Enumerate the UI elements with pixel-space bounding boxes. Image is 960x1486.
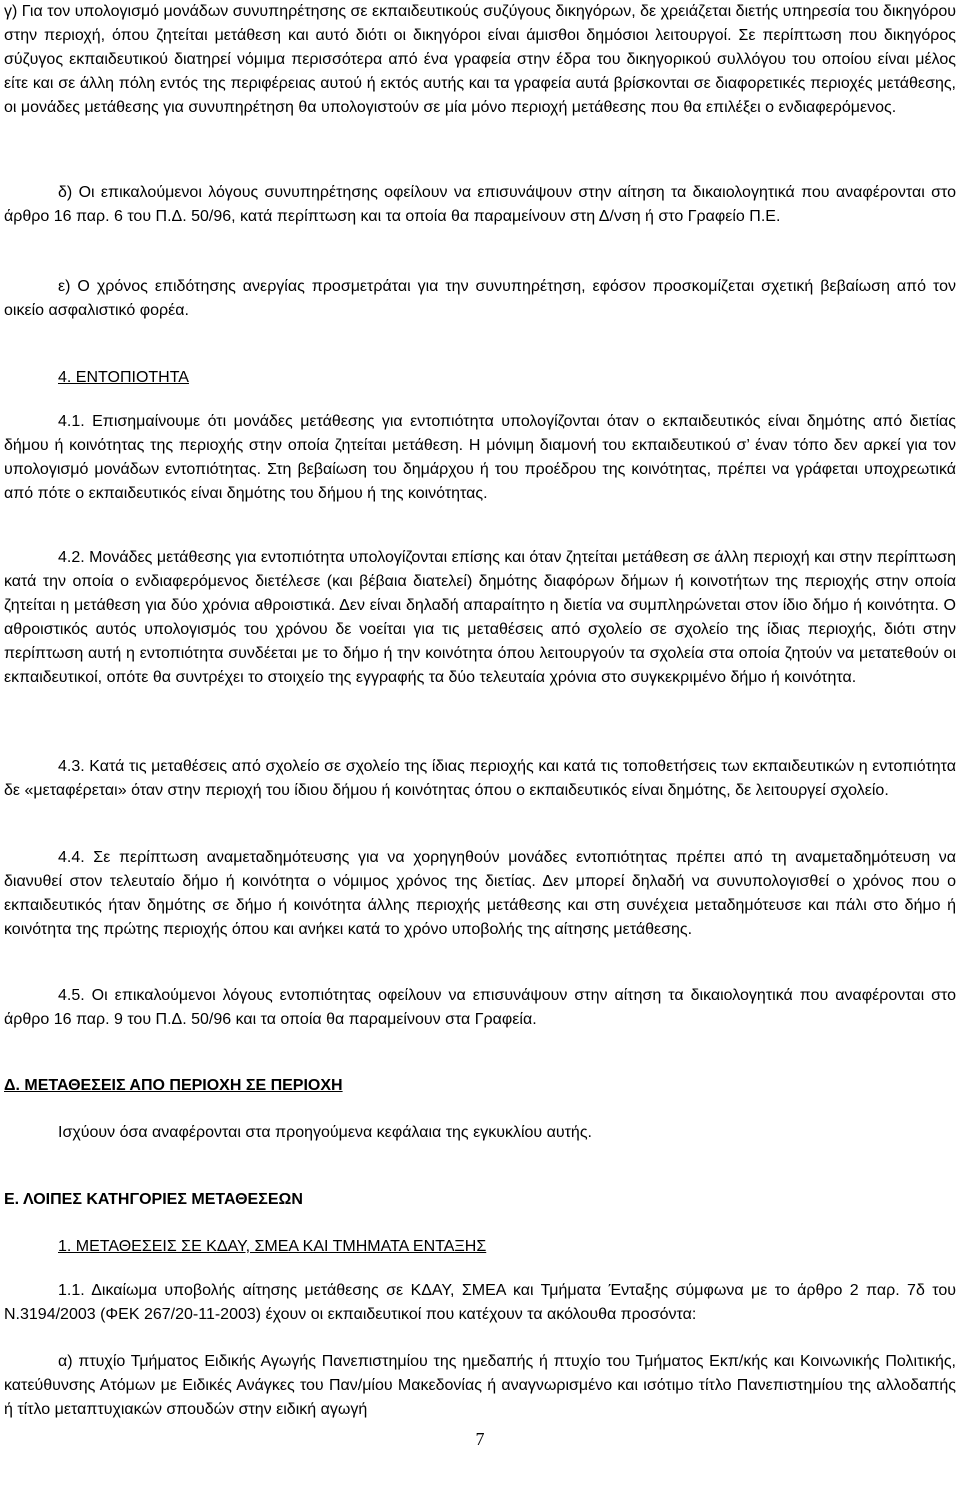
paragraph-alpha: α) πτυχίο Τμήματος Ειδικής Αγωγής Πανεπιστημίου της ημεδαπής ή πτυχίο του Τμήματος Εκπ/κής και Κοινωνικής Πολιτικής, κατεύθυνσης Ατόμων με Ειδικές Ανάγκες του Παν/μίου Μακεδονίας ή αναγνωρισμένο και ισότιμο τίτλο Πανεπιστημίου της αλλοδαπής ή τίτλο μεταπτυχιακών σπουδών στην ειδική αγωγή: [4, 1353, 956, 1418]
paragraph-4-3: 4.3. Κατά τις μεταθέσεις από σχολείο σε σχολείο της ίδιας περιοχής και κατά τις τοποθετήσεις των εκπαιδευτικών η εντοπιότητα δε «μεταφέρεται» όταν στην περιοχή του ίδιου δήμου ή κοινότητας όπου ο εκπαιδευτικός είναι δημότης, δε λειτουργεί σχολείο.: [4, 758, 956, 799]
paragraph-epsilon: ε) Ο χρόνος επιδότησης ανεργίας προσμετράται για την συνυπηρέτηση, εφόσον προσκομίζεται σχετική βεβαίωση από τον οικείο ασφαλιστικό φορέα.: [4, 278, 956, 319]
paragraph-1-1: 1.1. Δικαίωμα υποβολής αίτησης μετάθεσης σε ΚΔΑΥ, ΣΜΕΑ και Τμήματα Ένταξης σύμφωνα με το άρθρο 2 παρ. 7δ του Ν.3194/2003 (ΦΕΚ 267/20-11-2003) έχουν οι εκπαιδευτικοί που κατέχουν τα ακόλουθα προσόντα:: [4, 1282, 956, 1323]
paragraph-d: Ισχύουν όσα αναφέρονται στα προηγούμενα κεφάλαια της εγκυκλίου αυτής.: [58, 1124, 592, 1141]
page-number: 7: [475, 1429, 485, 1449]
paragraph-delta: δ) Οι επικαλούμενοι λόγους συνυπηρέτησης οφείλουν να επισυνάψουν στην αίτηση τα δικαιολογητικά που αναφέρονται στο άρθρο 16 παρ. 6 του Π.Δ. 50/96, κατά περίπτωση και τα οποία θα παραμείνουν στη Δ/νση ή στο Γραφείο Π.Ε.: [4, 184, 956, 225]
paragraph-4-4: 4.4. Σε περίπτωση αναμεταδημότευσης για να χορηγηθούν μονάδες εντοπιότητας πρέπει από τη αναμεταδημότευση να διανυθεί στον τελευταίο δήμο ή κοινότητα ο νόμιμος χρόνος της διετίας. Δεν μπορεί δηλαδή να συνυπολογισθεί ο χρόνος που ο εκπαιδευτικός ήταν δημότης σε δήμο ή κοινότητα άλλης περιοχής μετάθεσης και στη συνέχεια μεταδημότευσε και πάλι στο δήμο ή κοινότητα της πρώτης περιοχής όπου και ανήκει κατά το χρόνο υποβολής της αίτησης μετάθεσης.: [4, 849, 956, 938]
section-heading-d: Δ. ΜΕΤΑΘΕΣΕΙΣ ΑΠΟ ΠΕΡΙΟΧΗ ΣΕ ΠΕΡΙΟΧΗ: [4, 1077, 343, 1094]
paragraph-4-2: 4.2. Μονάδες μετάθεσης για εντοπιότητα υπολογίζονται επίσης και όταν ζητείται μετάθεση σε άλλη περιοχή και στην περίπτωση κατά την οποία ο ενδιαφερόμενος διετέλεσε (και βέβαια διατελεί) δημότης διαφόρων δήμων ή κοινοτήτων της περιοχής στην οποία ζητείται η μετάθεση για δύο χρόνια αθροιστικά. Δεν είναι δηλαδή απαραίτητο η διετία να συμπληρώνεται στον ίδιο δήμο ή κοινότητα. Ο αθροιστικός αυτός υπολογισμός του χρόνου δε νοείται για τις μεταθέσεις από σχολείο σε σχολείο της ίδιας περιοχής, διότι στην περίπτωση αυτή η εντοπιότητα συνδέεται με το δήμο ή την κοινότητα όπου λειτουργούν τα σχολεία στα οποία ζητούν να μετατεθούν οι εκπαιδευτικοί, οπότε θα συντρέχει το στοιχείο της εγγραφής τα δύο τελευταία χρόνια στο συγκεκριμένο δήμο ή κοινότητα.: [4, 549, 956, 686]
section-heading-4: 4. ΕΝΤΟΠΙΟΤΗΤΑ: [58, 369, 189, 386]
subsection-heading-e1: 1. ΜΕΤΑΘΕΣΕΙΣ ΣΕ ΚΔΑΥ, ΣΜΕΑ ΚΑΙ ΤΜΗΜΑΤΑ ΕΝΤΑΞΗΣ: [58, 1238, 487, 1255]
paragraph-gamma: γ) Για τον υπολογισμό μονάδων συνυπηρέτησης σε εκπαιδευτικούς συζύγους δικηγόρων, δε χρειάζεται διετής υπηρεσία του δικηγόρου στην περιοχή, όπου ζητείται μετάθεση και αυτό διότι οι δικηγόροι είναι άμισθοι δημόσιοι λειτουργοί. Σε περίπτωση που δικηγόρος σύζυγος εκπαιδευτικού διατηρεί νόμιμα περισσότερα από ένα γραφεία στην έδρα του δικηγορικού συλλόγου του οποίου είναι μέλος είτε και σε άλλη πόλη εντός της περιφέρειας αυτού ή εκτός αυτής και τα γραφεία αυτά βρίσκονται σε διαφορετικές περιοχές μετάθεσης, οι μονάδες μετάθεσης για συνυπηρέτηση θα υπολογιστούν σε μία μόνο περιοχή μετάθεσης που θα επιλέξει ο ενδιαφερόμενος.: [4, 3, 956, 116]
paragraph-4-5: 4.5. Οι επικαλούμενοι λόγους εντοπιότητας οφείλουν να επισυνάψουν στην αίτηση τα δικαιολογητικά που αναφέρονται στο άρθρο 16 παρ. 9 του Π.Δ. 50/96 και τα οποία θα παραμείνουν στα Γραφεία.: [4, 987, 956, 1028]
section-heading-e: Ε. ΛΟΙΠΕΣ ΚΑΤΗΓΟΡΙΕΣ ΜΕΤΑΘΕΣΕΩΝ: [4, 1191, 303, 1208]
paragraph-4-1: 4.1. Επισημαίνουμε ότι μονάδες μετάθεσης για εντοπιότητα υπολογίζονται όταν ο εκπαιδευτικός είναι δημότης από διετίας δήμου ή κοινότητας της περιοχής στην οποία ζητείται μετάθεση. Η μόνιμη διαμονή του εκπαιδευτικού σ’ έναν τόπο δεν αρκεί για τον υπολογισμό μονάδων εντοπιότητας. Στη βεβαίωση του δημάρχου ή του προέδρου της κοινότητας, πρέπει να γράφεται υποχρεωτικά από πότε ο εκπαιδευτικός είναι δημότης του δήμου ή της κοινότητας.: [4, 413, 956, 502]
